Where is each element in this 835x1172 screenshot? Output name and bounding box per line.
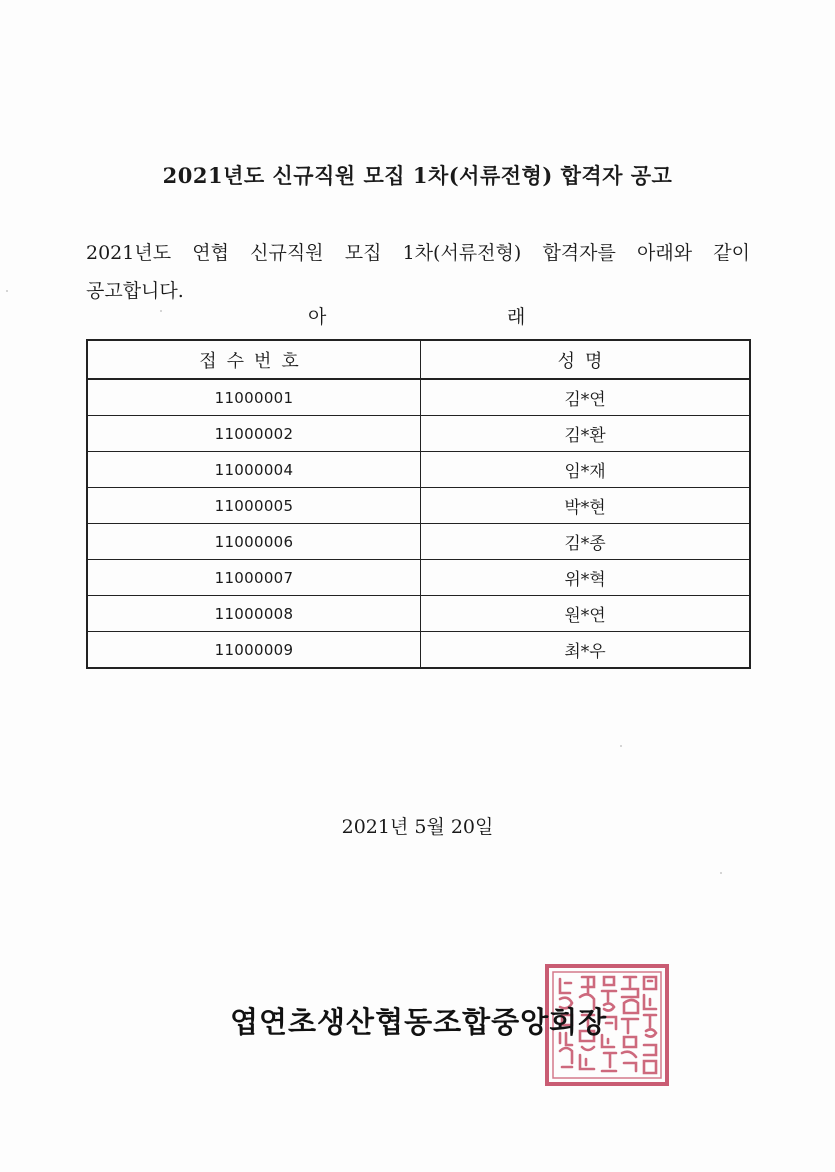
notice-heading-right: 래 — [507, 306, 526, 328]
application-number-cell: 11000008 — [87, 596, 421, 632]
header-name: 성명 — [421, 340, 751, 379]
application-number-cell: 11000006 — [87, 524, 421, 560]
header-application-number: 접수번호 — [87, 340, 421, 379]
issuer-name: 엽연초생산협동조합중앙회장 — [230, 1005, 608, 1039]
applicant-name-cell: 원*연 — [421, 596, 751, 632]
table-row — [87, 416, 750, 452]
table-row — [87, 379, 750, 416]
results-table — [86, 339, 751, 669]
application-number-cell: 11000005 — [87, 488, 421, 524]
table-row — [87, 560, 750, 596]
notice-heading-left: 아 — [308, 306, 327, 328]
applicant-name-cell: 김*종 — [421, 524, 751, 560]
scan-speck — [6, 290, 8, 292]
application-number-cell: 11000004 — [87, 452, 421, 488]
scan-speck — [720, 872, 722, 874]
scan-speck — [620, 745, 622, 747]
application-number-cell: 11000009 — [87, 632, 421, 669]
document-title: 2021년도 신규직원 모집 1차(서류전형) 합격자 공고 — [162, 163, 673, 188]
applicant-name-cell: 임*재 — [421, 452, 751, 488]
announcement-line-2: 공고합니다. — [86, 280, 184, 302]
applicant-name-cell: 위*혁 — [421, 560, 751, 596]
table-row — [87, 524, 750, 560]
application-number-cell: 11000007 — [87, 560, 421, 596]
table-header-row — [87, 340, 750, 379]
applicant-name-cell: 최*우 — [421, 632, 751, 669]
table-row — [87, 452, 750, 488]
table-row — [87, 488, 750, 524]
application-number-cell: 11000002 — [87, 416, 421, 452]
announcement-line-1: 2021년도 연협 신규직원 모집 1차(서류전형) 합격자를 아래와 같이 — [86, 242, 750, 264]
applicant-name-cell: 김*연 — [421, 379, 751, 416]
announcement-body — [86, 234, 750, 310]
announcement-date: 2021년 5월 20일 — [341, 816, 494, 838]
table-row — [87, 596, 750, 632]
results-table-body — [87, 379, 750, 668]
applicant-name-cell: 김*환 — [421, 416, 751, 452]
scan-speck — [160, 310, 162, 312]
application-number-cell: 11000001 — [87, 379, 421, 416]
applicant-name-cell: 박*현 — [421, 488, 751, 524]
table-row — [87, 632, 750, 669]
